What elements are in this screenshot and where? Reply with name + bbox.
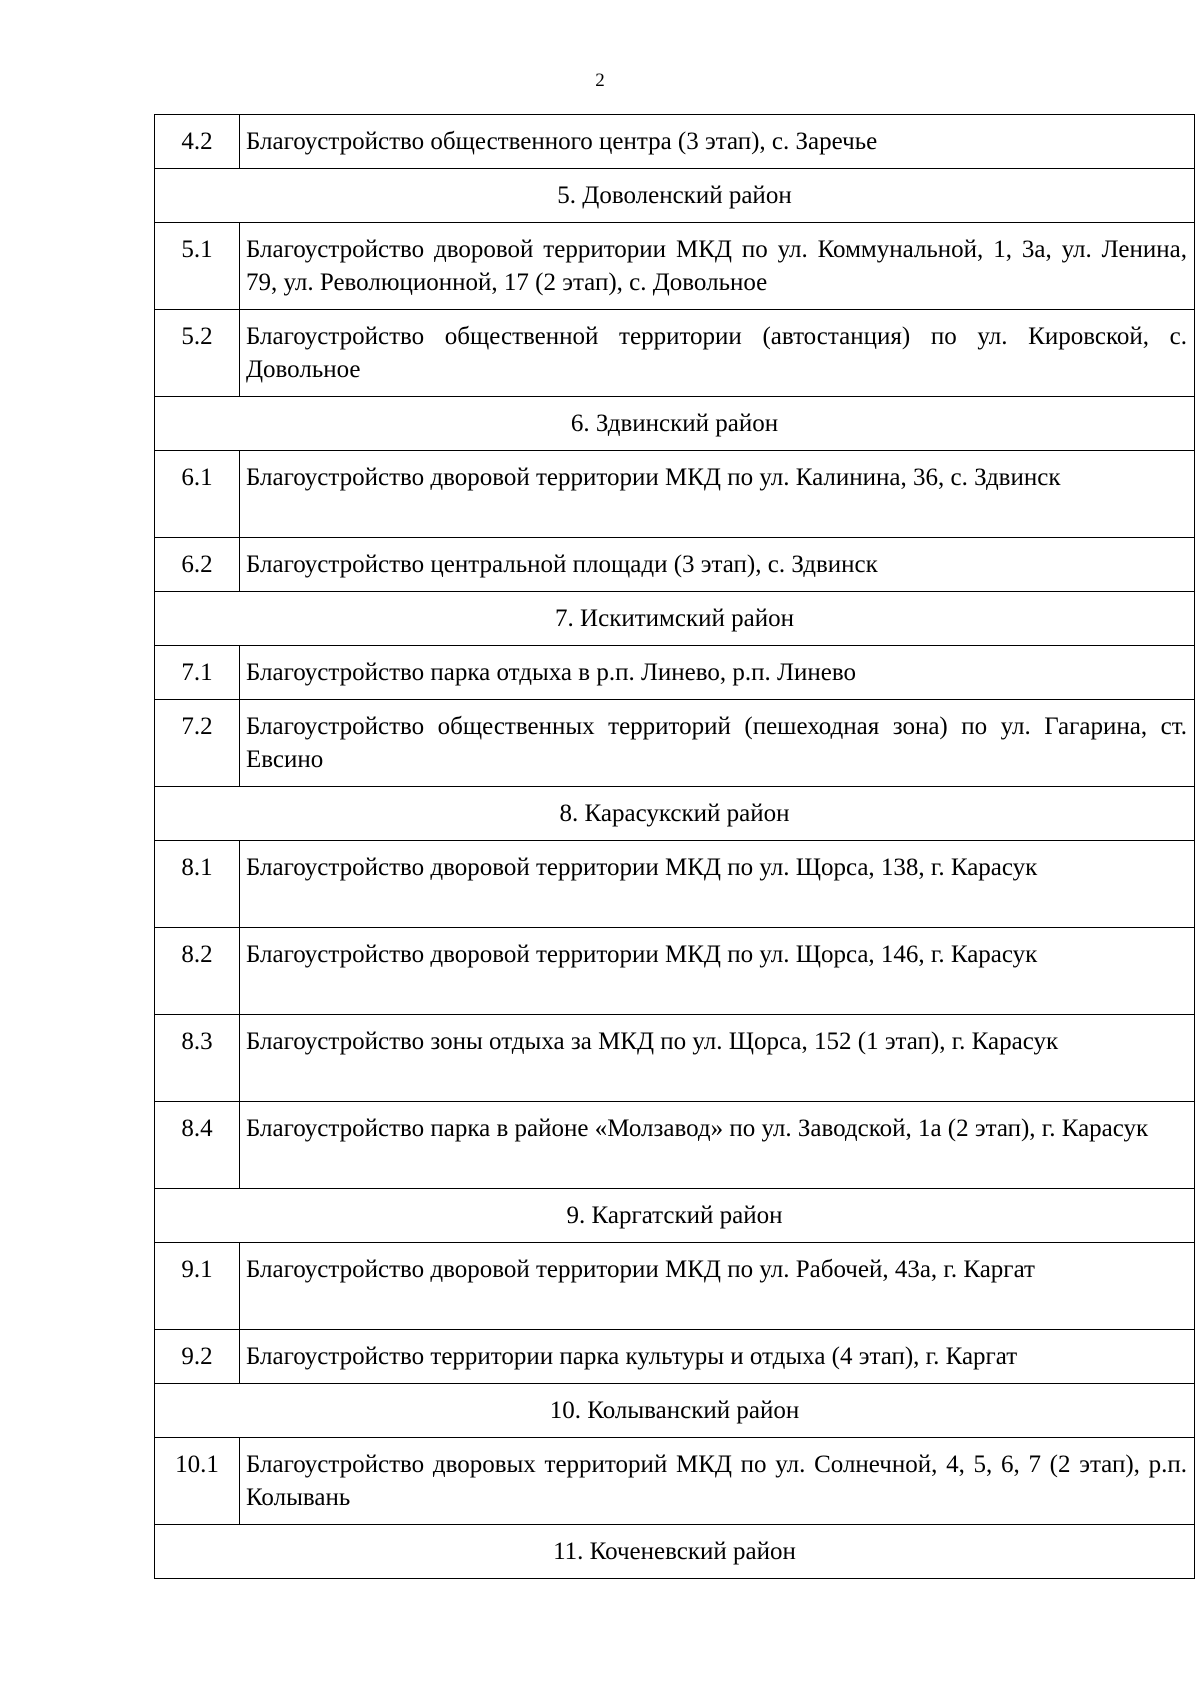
- table-row: [155, 1015, 1195, 1102]
- table-row: [155, 538, 1195, 592]
- item-description: Благоустройство дворовой территории МКД по ул. Калинина, 36, с. Здвинск: [240, 451, 1195, 538]
- item-number: 6.1: [155, 451, 240, 538]
- item-description: Благоустройство общественных территорий (пешеходная зона) по ул. Гагарина, ст. Евсино: [240, 700, 1195, 787]
- item-number: 10.1: [155, 1438, 240, 1525]
- section-row: [155, 1525, 1195, 1579]
- item-number: 8.4: [155, 1102, 240, 1189]
- item-description: Благоустройство территории парка культуры и отдыха (4 этап), г. Каргат: [240, 1330, 1195, 1384]
- table-row: [155, 115, 1195, 169]
- section-row: [155, 397, 1195, 451]
- item-number: 8.3: [155, 1015, 240, 1102]
- item-number: 5.2: [155, 310, 240, 397]
- table-row: [155, 223, 1195, 310]
- table-row: [155, 451, 1195, 538]
- item-description: Благоустройство дворовых территорий МКД по ул. Солнечной, 4, 5, 6, 7 (2 этап), р.п. Колывань: [240, 1438, 1195, 1525]
- section-row: [155, 1189, 1195, 1243]
- district-heading: 11. Коченевский район: [155, 1525, 1195, 1579]
- table-row: [155, 1243, 1195, 1330]
- district-heading: 7. Искитимский район: [155, 592, 1195, 646]
- item-number: 9.1: [155, 1243, 240, 1330]
- item-number: 8.2: [155, 928, 240, 1015]
- district-heading: 6. Здвинский район: [155, 397, 1195, 451]
- item-number: 7.1: [155, 646, 240, 700]
- projects-table: [154, 114, 1195, 1579]
- district-heading: 8. Карасукский район: [155, 787, 1195, 841]
- item-description: Благоустройство центральной площади (3 этап), с. Здвинск: [240, 538, 1195, 592]
- item-description: Благоустройство дворовой территории МКД по ул. Щорса, 146, г. Карасук: [240, 928, 1195, 1015]
- district-heading: 10. Колыванский район: [155, 1384, 1195, 1438]
- item-description: Благоустройство дворовой территории МКД по ул. Рабочей, 43а, г. Каргат: [240, 1243, 1195, 1330]
- item-number: 6.2: [155, 538, 240, 592]
- section-row: [155, 1384, 1195, 1438]
- table-row: [155, 646, 1195, 700]
- item-number: 8.1: [155, 841, 240, 928]
- table-row: [155, 841, 1195, 928]
- section-row: [155, 169, 1195, 223]
- district-heading: 5. Доволенский район: [155, 169, 1195, 223]
- table-row: [155, 1102, 1195, 1189]
- item-description: Благоустройство зоны отдыха за МКД по ул. Щорса, 152 (1 этап), г. Карасук: [240, 1015, 1195, 1102]
- item-number: 7.2: [155, 700, 240, 787]
- item-description: Благоустройство парка отдыха в р.п. Линево, р.п. Линево: [240, 646, 1195, 700]
- table-row: [155, 928, 1195, 1015]
- section-row: [155, 787, 1195, 841]
- table-row: [155, 1438, 1195, 1525]
- item-description: Благоустройство парка в районе «Молзавод» по ул. Заводской, 1а (2 этап), г. Карасук: [240, 1102, 1195, 1189]
- item-number: 4.2: [155, 115, 240, 169]
- table-row: [155, 700, 1195, 787]
- item-description: Благоустройство общественного центра (3 этап), с. Заречье: [240, 115, 1195, 169]
- section-row: [155, 592, 1195, 646]
- item-number: 5.1: [155, 223, 240, 310]
- page-number: 2: [595, 70, 605, 91]
- item-description: Благоустройство дворовой территории МКД по ул. Коммунальной, 1, 3а, ул. Ленина, 79, ул. Революционной, 17 (2 этап), с. Довольное: [240, 223, 1195, 310]
- district-heading: 9. Каргатский район: [155, 1189, 1195, 1243]
- table-row: [155, 310, 1195, 397]
- item-description: Благоустройство общественной территории (автостанция) по ул. Кировской, с. Довольное: [240, 310, 1195, 397]
- item-description: Благоустройство дворовой территории МКД по ул. Щорса, 138, г. Карасук: [240, 841, 1195, 928]
- table-row: [155, 1330, 1195, 1384]
- item-number: 9.2: [155, 1330, 240, 1384]
